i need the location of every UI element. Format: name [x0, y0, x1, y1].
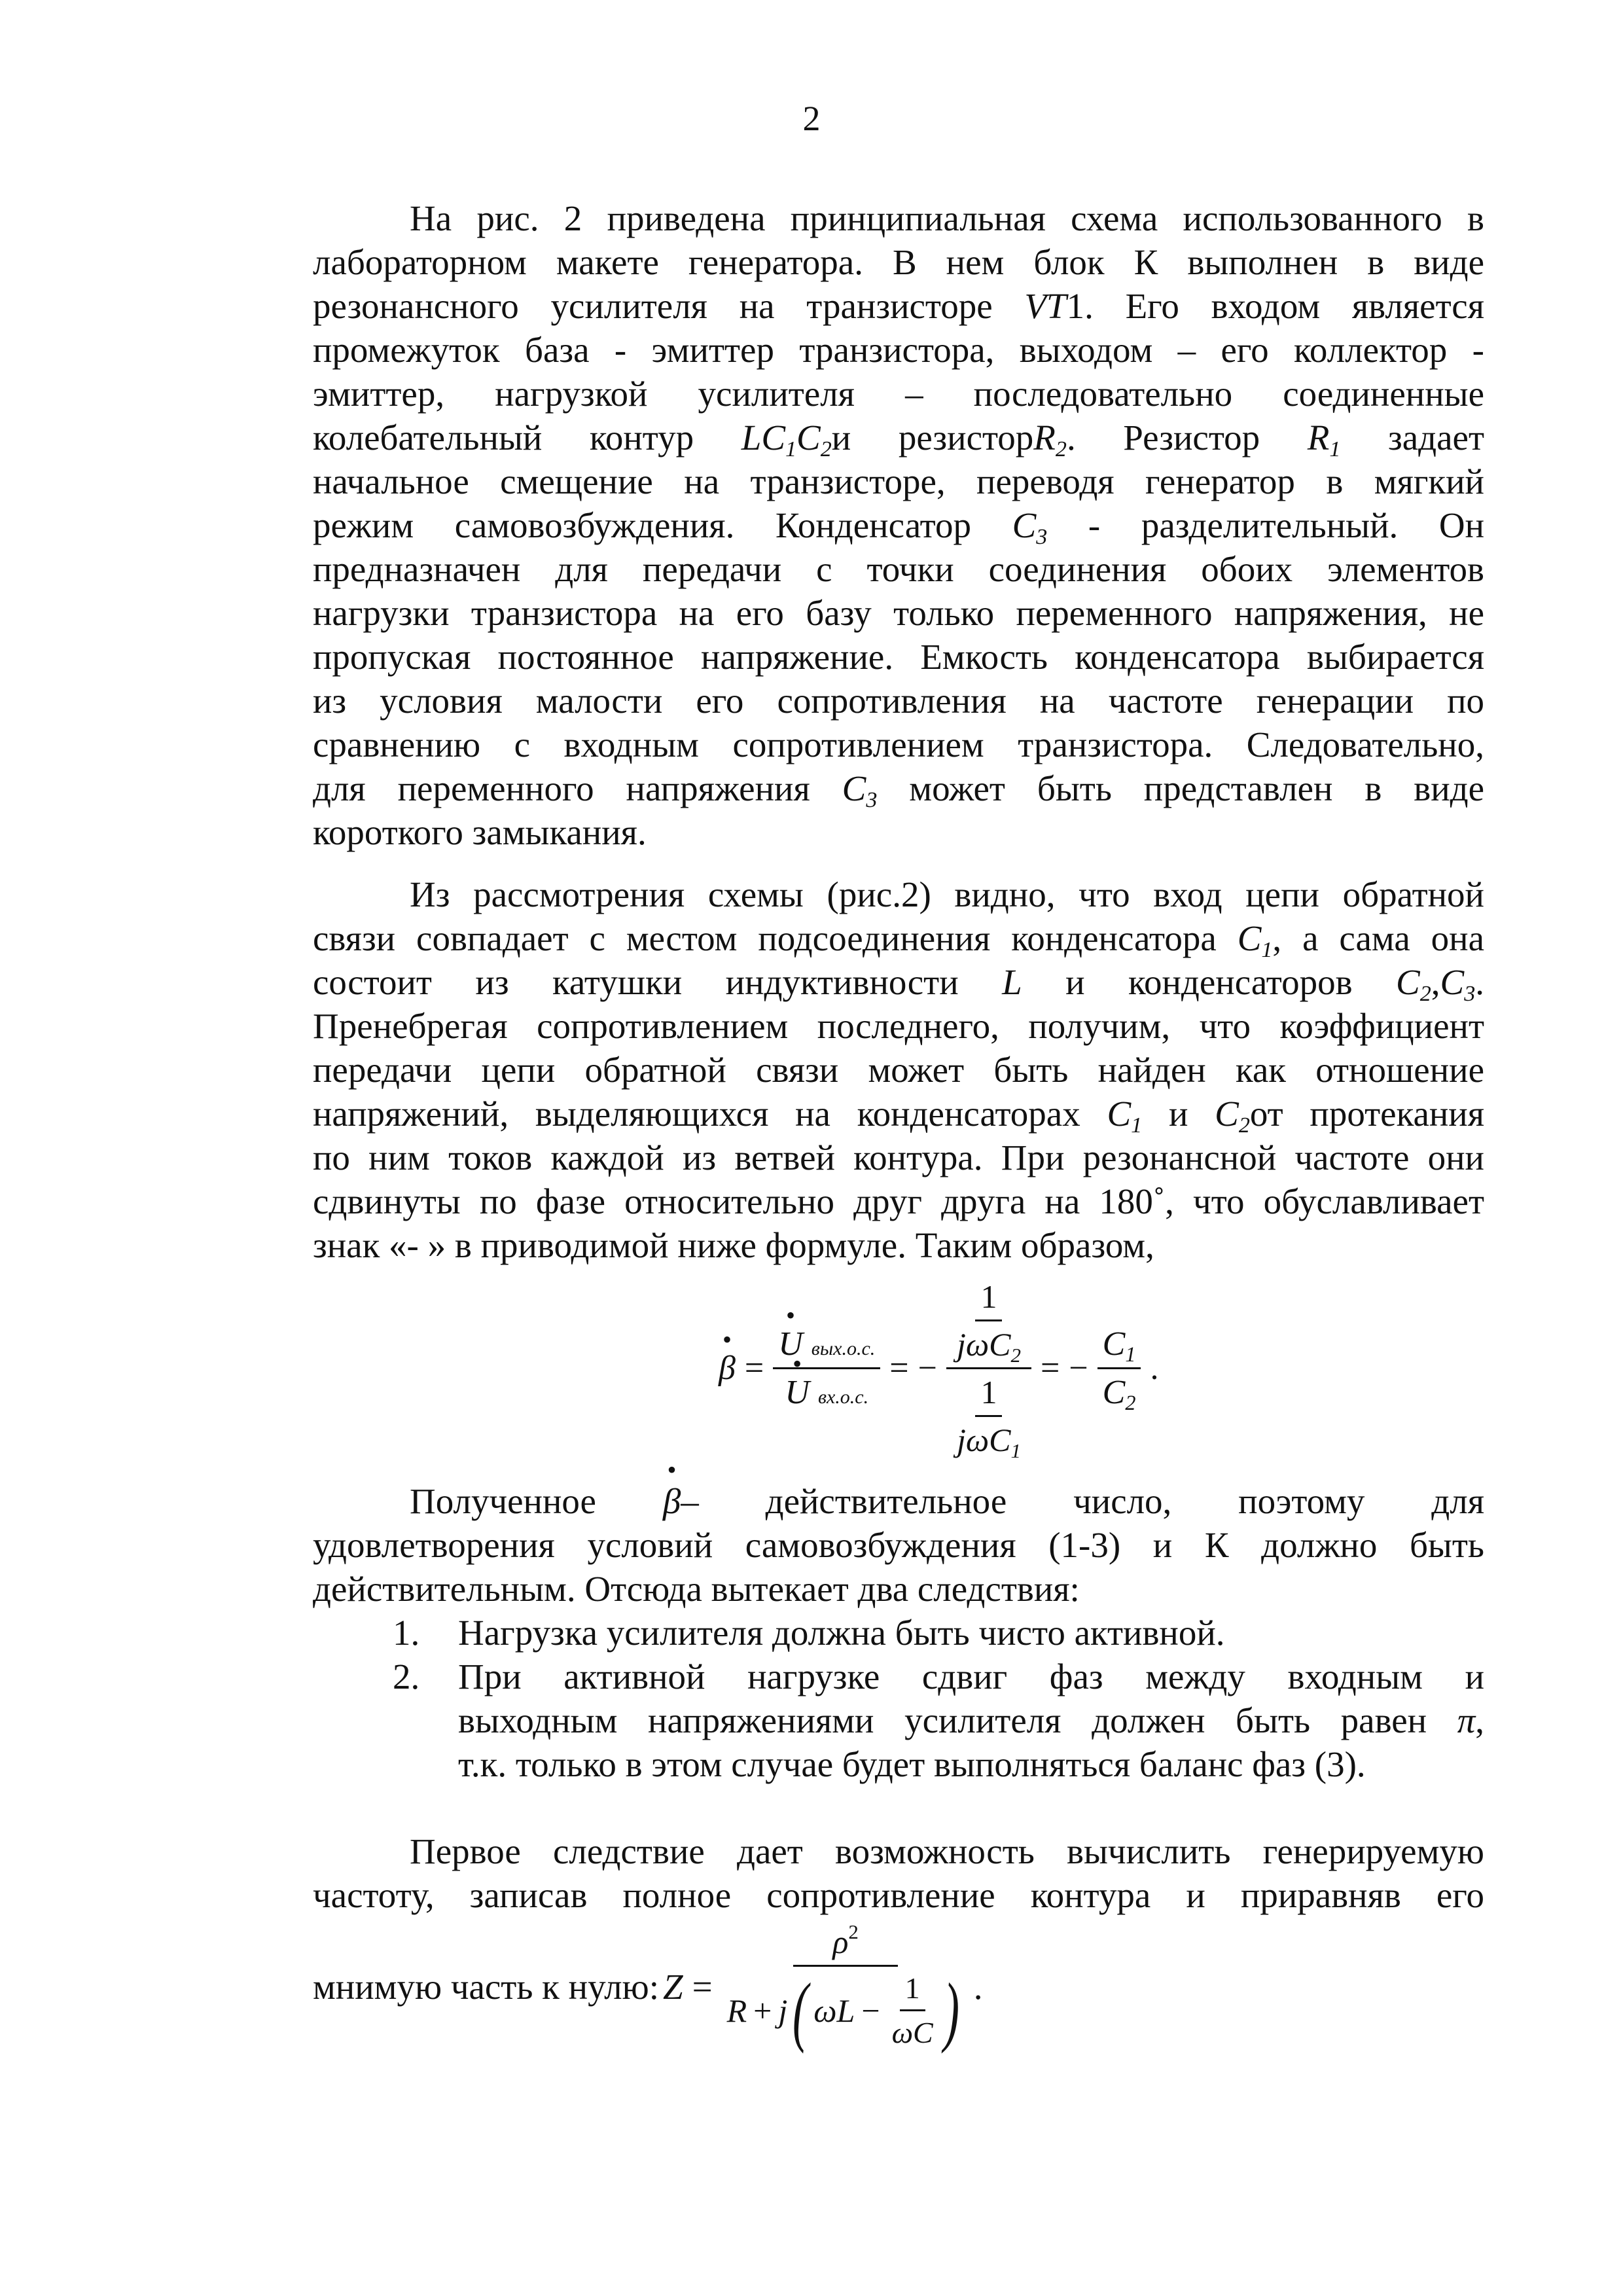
paragraph-2: [313, 872, 1484, 1267]
text-line: для переменного напряжения $C_3$ может быть представлен в виде: [313, 768, 1485, 812]
text-line: Первое следствие дает возможность вычислить генерируемую: [410, 1831, 1484, 1871]
impedance-ratio: $\frac{\frac{1}{j\omega C_2}}{\frac{1}{j\omega C_1}}$: [946, 1278, 1031, 1459]
voltage-ratio: • U вых.о.с. • U вх.о.с.: [773, 1325, 880, 1412]
text-line: Пренебрегая сопротивлением последнего, получим, что коэффициент: [313, 1006, 1484, 1046]
equals-sign: =: [744, 1349, 764, 1387]
text-line: знак «- » в приводимой ниже формуле. Таким образом,: [313, 1225, 1154, 1265]
text-line: действительным. Отсюда вытекает два следствия:: [313, 1569, 1080, 1609]
text-line: частоту, записав полное сопротивление контура и приравняв его: [313, 1875, 1484, 1915]
symbol-c3: $C_3$: [1012, 505, 1048, 549]
symbol-c2-c3: $C_2,C_3$.: [1396, 962, 1485, 1006]
text-line: нагрузки транзистора на его базу только переменного напряжения, не: [313, 593, 1484, 633]
text-line: эмиттер, нагрузкой усилителя – последовательно соединенные: [313, 374, 1484, 414]
symbol-pi: π,: [1457, 1700, 1485, 1740]
page-number: 2: [802, 99, 821, 138]
list-item: [393, 1655, 1484, 1786]
text-line: При активной нагрузке сдвиг фаз между входным и: [458, 1657, 1484, 1696]
text-line: сдвинуты по фазе относительно друг друга на 180˚, что обуславливает: [313, 1181, 1484, 1221]
beta-symbol: • β: [663, 1479, 681, 1523]
equals-sign: =: [889, 1349, 909, 1387]
text-line: предназначен для передачи с точки соединения обоих элементов: [313, 549, 1484, 589]
period: .: [973, 1966, 983, 2007]
period: .: [1150, 1349, 1159, 1387]
text-line: удовлетворения условий самовозбуждения (1-3) и К должно быть: [313, 1525, 1484, 1565]
symbol-lc1c2: $LC_1C_2$: [741, 418, 832, 461]
impedance-formula: $\rho^2$ R + j ( ω L − $\frac{1}{\omega C}$ ): [726, 1920, 959, 2054]
text-line: Нагрузка усилителя должна быть чисто активной.: [458, 1613, 1225, 1653]
minus-sign: −: [918, 1349, 937, 1387]
consequences-list: [393, 1611, 1484, 1786]
symbol-r2: $R_2$: [1033, 418, 1067, 461]
text-line: колебательный контур $LC_1C_2и$ резисторR$_2$. Резистор $R_1$ задает: [313, 418, 1484, 461]
symbol-vt1: VT1: [1024, 286, 1085, 326]
beta-formula: [719, 1276, 1158, 1460]
symbol-l: L: [1002, 962, 1022, 1002]
symbol-r1: $R_1$: [1307, 418, 1341, 461]
list-number: 1.: [393, 1613, 420, 1653]
equals-sign: =: [692, 1966, 713, 2007]
text-line: напряжений, выделяющихся на конденсаторах $C_1$ и $C_2от$ протекания: [313, 1094, 1485, 1138]
paragraph-3: [313, 1479, 1484, 1611]
symbol-c1: $C_1$: [1237, 918, 1273, 962]
text-line: передачи цепи обратной связи может быть найден как отношение: [313, 1050, 1484, 1090]
symbol-c2: $C_2$: [1215, 1094, 1250, 1138]
impedance-line: [313, 1921, 982, 2052]
symbol-c3: $C_3$: [842, 768, 878, 812]
text-line: мнимую часть к нулю:: [313, 1966, 659, 2007]
paragraph-4: [313, 1829, 1484, 1917]
text-line: Полученное • β– действительное число, поэтому для: [313, 1479, 1484, 1523]
text-line: по ним токов каждой из ветвей контура. При резонансной частоте они: [313, 1138, 1484, 1177]
text-line: сравнению с входным сопротивлением транзистора. Следовательно,: [313, 725, 1484, 764]
text-line: состоит из катушки индуктивности L и конденсаторов $C_2,C_3$.: [313, 962, 1485, 1006]
text-line: резонансного усилителя на транзисторе VT1. Его входом является: [313, 286, 1484, 326]
list-number: 2.: [393, 1657, 420, 1696]
text-line: пропуская постоянное напряжение. Емкость конденсатора выбирается: [313, 637, 1484, 677]
text-line: т.к. только в этом случае будет выполняться баланс фаз (3).: [458, 1744, 1366, 1784]
paragraph-1: [313, 196, 1484, 854]
text-line: короткого замыкания.: [313, 812, 647, 852]
text-line: выходным напряжениями усилителя должен быть равен π,: [458, 1700, 1485, 1740]
symbol-z: Z: [662, 1966, 683, 2007]
list-item: [393, 1611, 1484, 1655]
minus-sign: −: [1069, 1349, 1088, 1387]
text-line: На рис. 2 приведена принципиальная схема использованного в: [410, 198, 1484, 238]
text-line: Из рассмотрения схемы (рис.2) видно, что вход цепи обратной: [410, 874, 1484, 914]
text-line: промежуток база - эмиттер транзистора, выходом – его коллектор -: [313, 330, 1484, 370]
text-line: начальное смещение на транзисторе, переводя генератор в мягкий: [313, 461, 1484, 501]
text-line: связи совпадает с местом подсоединения конденсатора $C_1$, а сама она: [313, 918, 1485, 962]
beta-symbol: • β: [719, 1349, 736, 1388]
capacitance-ratio: $\frac{C_1}{C_2}$: [1097, 1325, 1141, 1412]
text-line: лабораторном макете генератора. В нем блок К выполнен в виде: [313, 242, 1484, 282]
text-line: режим самовозбуждения. Конденсатор $C_3$ - разделительный. Он: [313, 505, 1485, 549]
equals-sign: =: [1041, 1349, 1060, 1387]
text-line: из условия малости его сопротивления на частоте генерации по: [313, 681, 1484, 721]
symbol-c1: $C_1$: [1107, 1094, 1143, 1138]
